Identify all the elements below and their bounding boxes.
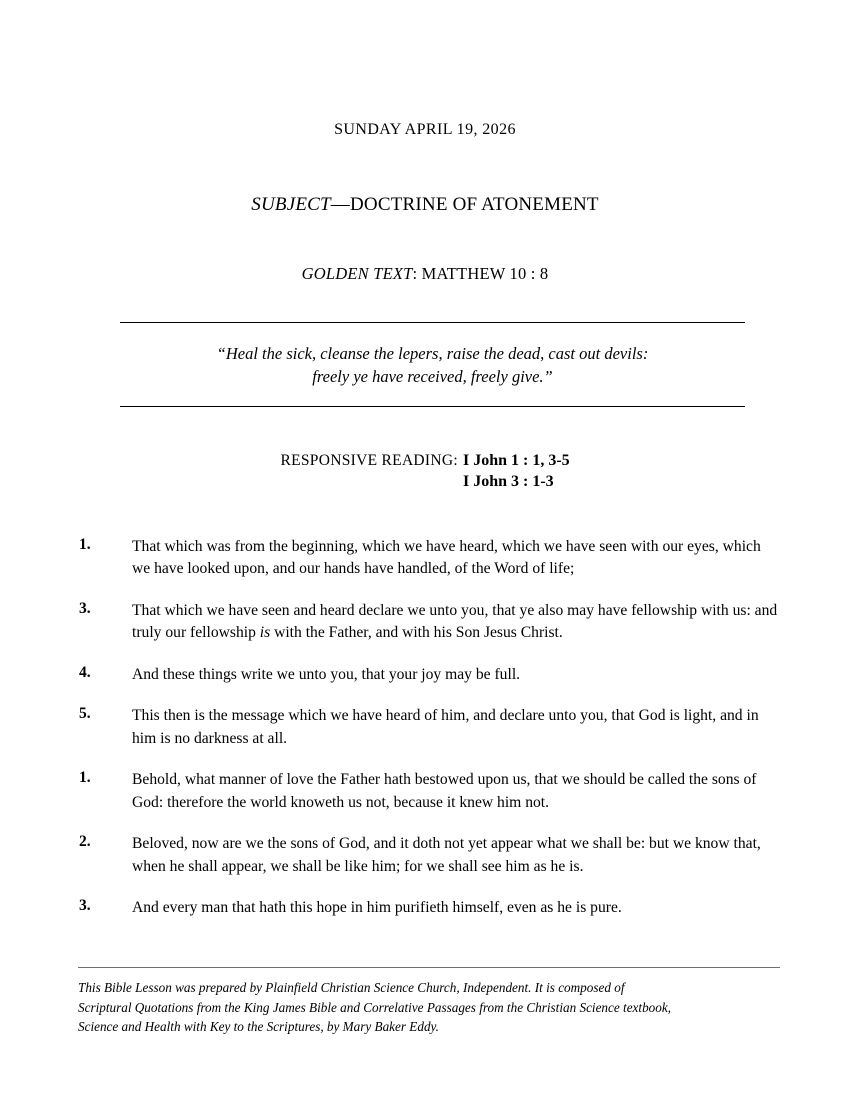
golden-text-quote-line-2: freely ye have received, freely give.”	[312, 367, 553, 387]
footer-rule	[78, 967, 780, 968]
verse-text	[132, 833, 780, 878]
subject-value: DOCTRINE OF ATONEMENT	[349, 194, 599, 215]
verse-text	[132, 897, 780, 919]
verse-item	[0, 536, 850, 581]
verse-list	[0, 536, 850, 938]
responsive-reading-heading	[0, 452, 850, 490]
golden-text-citation: MATTHEW 10 : 8	[421, 264, 549, 283]
verse-text-before: That which we have seen and heard declare we unto you, that ye also may have fellowship with us: and truly our fellowship	[132, 601, 778, 642]
footer-note	[78, 978, 780, 1037]
verse-number: 3.	[79, 896, 91, 914]
verse-number: 2.	[79, 833, 91, 851]
golden-text-rule-top	[120, 322, 745, 323]
verse-text-before: And these things write we unto you, that your joy may be full.	[132, 665, 521, 683]
responsive-reading-citation-1: I John 1 : 1, 3-5	[463, 452, 570, 469]
verse-item	[0, 897, 850, 919]
responsive-reading-citation-2: I John 3 : 1-3	[463, 473, 554, 490]
responsive-reading-row	[0, 452, 850, 490]
verse-text	[132, 600, 780, 645]
responsive-reading-label: RESPONSIVE READING:	[280, 452, 458, 469]
verse-number: 4.	[79, 663, 91, 681]
verse-item	[0, 769, 850, 814]
golden-text-rule-bottom	[120, 406, 745, 407]
golden-text-quote	[120, 342, 745, 389]
verse-item	[0, 833, 850, 878]
verse-text-italic: is	[259, 624, 271, 642]
golden-text-quote-line-1: “Heal the sick, cleanse the lepers, raise the dead, cast out devils:	[216, 344, 649, 363]
verse-item	[0, 705, 850, 750]
verse-number: 1.	[79, 769, 91, 787]
verse-text-before: And every man that hath this hope in him purifieth himself, even as he is pure.	[132, 898, 622, 916]
golden-text-label: GOLDEN TEXT	[301, 264, 413, 283]
verse-text-before: Beloved, now are we the sons of God, and it doth not yet appear what we shall be: but we know that, when he shall appear, we shall be like him; for we shall see him as he is.	[132, 835, 761, 875]
verse-number: 1.	[79, 536, 91, 553]
footer-note-line-3: Science and Health with Key to the Scriptures, by Mary Baker Eddy.	[78, 1019, 439, 1035]
verse-number: 3.	[79, 599, 91, 617]
verse-text	[132, 705, 780, 750]
golden-text-heading	[0, 264, 850, 284]
verse-text-after: with the Father, and with his Son Jesus Christ.	[270, 624, 563, 642]
verse-text-before: Behold, what manner of love the Father hath bestowed upon us, that we should be called the sons of God: therefore the world knoweth us not, because it knew him not.	[132, 771, 757, 811]
lesson-date: SUNDAY APRIL 19, 2026	[334, 121, 516, 138]
verse-item	[0, 600, 850, 645]
verse-text	[132, 769, 780, 814]
verse-number: 5.	[79, 705, 91, 723]
verse-item	[0, 664, 850, 686]
verse-text-before: That which was from the beginning, which we have heard, which we have seen with our eyes, which we have looked upon, and our hands have handled, of the Word of life;	[132, 538, 761, 578]
verse-text	[132, 664, 780, 686]
subject-heading	[0, 194, 850, 216]
footer-note-line-2: Scriptural Quotations from the King James Bible and Correlative Passages from the Christian Science textbook,	[78, 999, 671, 1015]
subject-separator: —	[330, 194, 350, 215]
golden-text-separator: :	[412, 264, 422, 283]
verse-text	[132, 536, 780, 581]
verse-text-before: This then is the message which we have heard of him, and declare unto you, that God is light, and in him is no darkness at all.	[132, 707, 759, 747]
footer-note-line-1: This Bible Lesson was prepared by Plainfield Christian Science Church, Independent. It is composed of	[78, 980, 625, 995]
subject-label: SUBJECT	[251, 194, 331, 215]
